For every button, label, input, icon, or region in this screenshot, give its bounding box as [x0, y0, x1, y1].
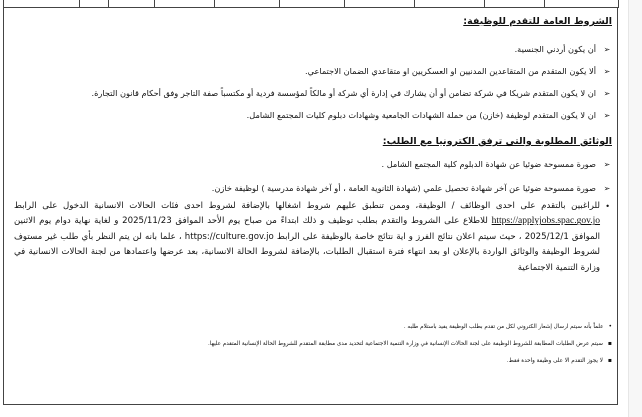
arrow-bullet-icon: ➢ — [603, 111, 611, 120]
note-item: ▪لا يجوز التقدم الا على وظيفة واحدة فقط. — [506, 357, 612, 364]
top-table-remnant — [3, 0, 619, 8]
note-item: ▪سيتم عرض الطلبات المطابقة للشروط الوظيفة على لجنة الحالات الإنسانية في وزارة التنمية الاجتماعية لتحديد مدى مطابقة المتقدم للشروط الحالة الإنسانية المتقدم عليها. — [208, 340, 612, 347]
arrow-bullet-icon: ➢ — [603, 184, 611, 193]
dot-bullet-icon: • — [605, 202, 610, 211]
list-item: ➢صورة ممسوحة ضوئيا عن شهادة الدبلوم كلية المجتمع الشامل . — [381, 159, 611, 169]
list-item: ➢صورة ممسوحة ضوئيا عن آخر شهادة تحصيل علمي (شهادة الثانوية العامة ، أو آخر شهادة مدرسية ) لوظيفة خازن. — [211, 183, 611, 193]
general-conditions-title: الشروط العامة للتقدم للوظيفة: — [463, 16, 612, 27]
announcement-paragraph: للراغبين بالتقدم على احدى الوظائف / الوظيفة، وممن تنطبق عليهم شروط اشغالها بالإضافة لشروط احدى فئات الحالات الانسانية الدخول على الرابط https://applyjobs.spac.gov.jo للاطلاع على الشروط والتقدم بطلب توظيف و ذلك ابتداءً من صباح يوم الأحد الموافق 2025/11/23 و لغاية نهاية دوام يوم الاثنين الموافق 2025/12/1 ، حيث سيتم اعلان نتائج الفرز و اية نتائج خاصة بالوظيفة على الرابط https://culture.gov.jo ، علما بانه لن يتم النظر بأي طلب غير مستوف لشروط الوظيفة والوثائق الواردة بالإعلان او بعد انتهاء فترة استقبال الطلبات، بالإضافة لشروط الحالة الانسانية، بعد عرضها واعتمادها من لجنة الحالات الانسانية في وزارة التنمية الاجتماعية — [14, 201, 601, 273]
page-border-right — [617, 7, 618, 405]
arrow-bullet-icon: ➢ — [603, 67, 611, 76]
square-bullet-icon: ▪ — [607, 340, 612, 347]
square-bullet-icon: ▪ — [607, 357, 612, 364]
arrow-bullet-icon: ➢ — [603, 45, 611, 54]
list-item: ➢ان لا يكون المتقدم شريكا في شركة تضامن أو أن يشارك في إدارة أي شركة أو مالكاً لمؤسسة فردية أو مكتسباً صفة التاجر وفق أحكام قانون التجارة. — [91, 88, 611, 98]
page-border-bottom — [3, 404, 618, 405]
dot-bullet-icon: • — [608, 323, 612, 330]
list-item: ➢ألا يكون المتقدم من المتقاعدين المدنيين او العسكريين او متقاعدي الضمان الاجتماعي. — [305, 66, 611, 76]
apply-jobs-link[interactable]: https://applyjobs.spac.gov.jo — [491, 216, 601, 227]
documents-title: الوثائق المطلوبة والتي ترفق الكترونيا مع الطلب: — [382, 136, 612, 147]
list-item: ➢ان لا يكون المتقدم لوظيفة (خازن) من حملة الشهادات الجامعية وشهادات دبلوم كليات المجتمع الشامل. — [246, 110, 611, 120]
vertical-scrollbar[interactable] — [628, 0, 642, 417]
arrow-bullet-icon: ➢ — [603, 89, 611, 98]
arrow-bullet-icon: ➢ — [603, 160, 611, 169]
page-border-left — [3, 7, 4, 405]
list-item: ➢أن يكون أردني الجنسية. — [514, 44, 611, 54]
note-item: •علماً بأنه سيتم ارسال إشعار الكتروني لكل من تقدم بطلب الوظيفة يفيد باستلام طلبه . — [403, 323, 612, 330]
